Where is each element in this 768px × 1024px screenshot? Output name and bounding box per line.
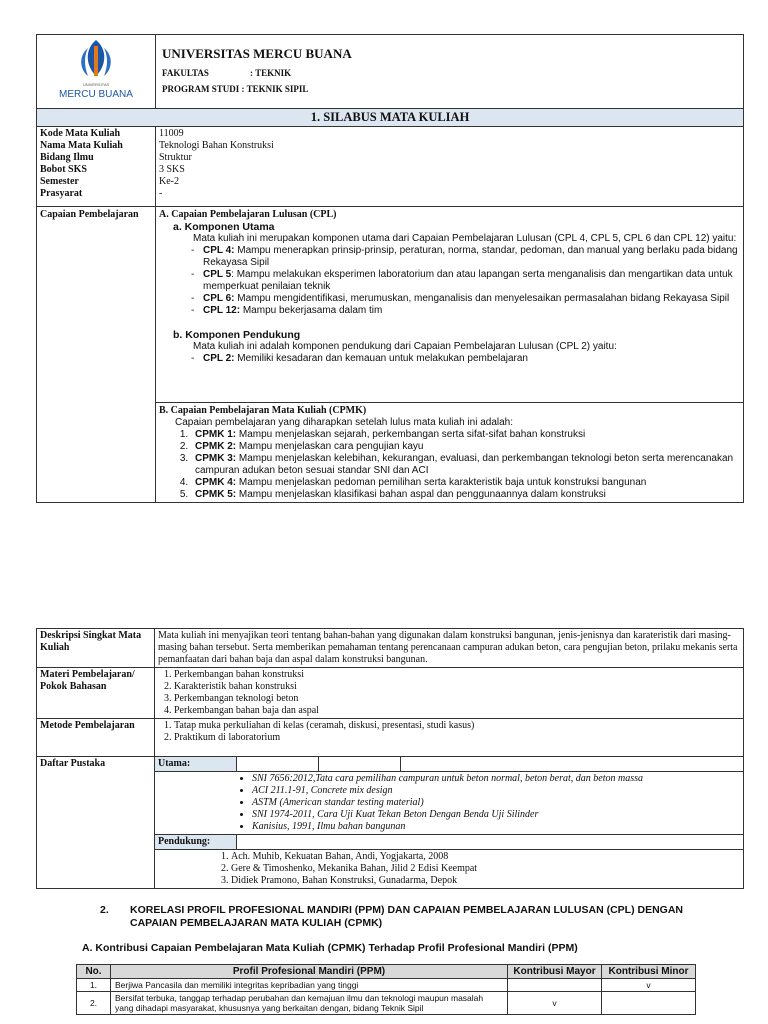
course-value: 11009	[159, 128, 184, 139]
course-value: Ke-2	[159, 176, 179, 187]
cpmk-list	[159, 429, 740, 501]
table-row: 2. Bersifat terbuka, tanggap terhadap perubahan dan kemajuan ilmu dan teknologi maupun masalah yang dihadapi masyarakat, khususnya yang berkaitan dengan, bidang Teknik Sipil v	[77, 992, 696, 1015]
ppm-header-no: No.	[77, 965, 111, 979]
deskripsi-text: Mata kuliah ini menyajikan teori tentang bahan-bahan yang digunakan dalam konstruksi bangunan, jenis-jenisnya dan karateristik dari masing-masing bahan tersebut. Serta memberikan pemahaman tentang perencanaan campuran adukan beton, cara pengujian beton, prilaku mekanis serta pemanfaatan dari bahan baja dan aspal dalam konstruksi bangunan.	[155, 629, 744, 668]
utama-item: - CPL 6: Mampu mengidentifikasi, merumuskan, menganalisis dan menyelesaikan permasalahan bidang Rekayasa Sipil	[191, 293, 740, 305]
pendukung-title: b. Komponen Pendukung	[173, 329, 301, 341]
utama-item: - CPL 4: Mampu menerapkan prinsip-prinsip, peraturan, norma, standar, pedoman, dan manual yang berlaku pada bidang Rekayasa Sipil	[191, 245, 740, 269]
cpmk-item: 5. CPMK 5: Mampu menjelaskan klasifikasi bahan aspal dan penggunaannya dalam konstruksi	[191, 489, 740, 501]
materi-label-cell	[37, 668, 155, 719]
course-label: Prasyarat	[40, 188, 83, 199]
pustaka-table	[155, 757, 743, 888]
cpl-label: Capaian Pembelajaran	[40, 209, 139, 220]
university-logo	[48, 36, 144, 102]
logo-cell	[37, 35, 156, 109]
course-value: 3 SKS	[159, 164, 185, 175]
program-label: PROGRAM STUDI	[162, 84, 240, 94]
syllabus-table	[36, 34, 744, 503]
course-label: Bobot SKS	[40, 164, 87, 175]
university-name: UNIVERSITAS MERCU BUANA	[162, 46, 352, 61]
section2-title	[100, 904, 720, 930]
pendukung-ref: 2. Gere & Timoshenko, Mekanika Bahan, Jilid 2 Edisi Keempat	[231, 863, 743, 875]
pendukung-ref: 1. Ach. Muhib, Kekuatan Bahan, Andi, Yogjakarta, 2008	[231, 851, 743, 863]
logo-text: MERCU BUANA	[59, 89, 133, 100]
pendukung-intro: Mata kuliah ini adalah komponen pendukung dari Capaian Pembelajaran Lulusan (CPL 2) yaitu:	[193, 341, 617, 352]
cpmk-heading: B. Capaian Pembelajaran Mata Kuliah (CPMK)	[159, 405, 367, 416]
metode-cell	[155, 719, 744, 757]
course-labels	[37, 127, 156, 207]
cpmk-item: 2. CPMK 2: Mampu menjelaskan cara pengujian kayu	[191, 441, 740, 453]
metode-item: 1. Tatap muka perkuliahan di kelas (ceramah, diskusi, presentasi, studi kasus)	[174, 720, 740, 732]
cpl-heading: A. Capaian Pembelajaran Lulusan (CPL)	[159, 209, 337, 220]
course-label: Bidang Ilmu	[40, 152, 94, 163]
pustaka-label: Daftar Pustaka	[40, 758, 106, 769]
table-row: 1. Berjiwa Pancasila dan memiliki integritas kepribadian yang tinggi v	[77, 979, 696, 992]
pustaka-label-cell	[37, 757, 155, 889]
section-title: 1. SILABUS MATA KULIAH	[37, 109, 744, 127]
utama-ref: • SNI 1974-2011, Cara Uji Kuat Tekan Beton Dengan Benda Uji Silinder	[252, 809, 743, 821]
program-line	[162, 84, 740, 94]
materi-item: 1. Perkembangan bahan konstruksi	[174, 669, 740, 681]
cpmk-item: 1. CPMK 1: Mampu menjelaskan sejarah, perkembangan serta sifat-sifat bahan konstruksi	[191, 429, 740, 441]
ppm-header-mayor: Kontribusi Mayor	[508, 965, 602, 979]
pendukung-cell	[155, 850, 743, 889]
ppm-header-ppm: Profil Profesional Mandiri (PPM)	[111, 965, 508, 979]
metode-label: Metode Pembelajaran	[40, 720, 135, 731]
utama-ref: • SNI 7656:2012,Tata cara pemilihan campuran untuk beton normal, beton berat, dan beton massa	[252, 773, 743, 785]
course-values	[156, 127, 744, 207]
cpmk-item: 3. CPMK 3: Mampu menjelaskan kelebihan, kekurangan, evaluasi, dan perkembangan teknologi beton serta merencanakan campuran adukan beton sesuai standar SNI dan ACI	[191, 453, 740, 477]
header-info	[156, 35, 744, 109]
metode-item: 2. Praktikum di laboratorium	[174, 732, 740, 744]
faculty-line	[162, 68, 740, 78]
utama-ref-list	[155, 773, 743, 833]
pendukung-label: Pendukung:	[155, 835, 237, 850]
faculty-value: : TEKNIK	[250, 68, 292, 78]
cpl-cell	[156, 207, 744, 403]
materi-item: 2. Karakteristik bahan konstruksi	[174, 681, 740, 693]
course-label: Nama Mata Kuliah	[40, 140, 123, 151]
materi-item: 4. Perkembangan bahan baja dan aspal	[174, 705, 740, 717]
pendukung-ref-list	[155, 851, 743, 887]
faculty-label: FAKULTAS	[162, 68, 209, 78]
materi-cell	[155, 668, 744, 719]
materi-item: 3. Perkembangan teknologi beton	[174, 693, 740, 705]
course-value: Struktur	[159, 152, 192, 163]
course-value: Teknologi Bahan Konstruksi	[159, 140, 274, 151]
materi-label: Materi Pembelajaran/ Pokok Bahasan	[40, 669, 135, 692]
course-value: -	[159, 188, 163, 199]
cpmk-item: 4. CPMK 4: Mampu menjelaskan pedoman pemilihan serta karakteristik baja untuk konstruksi bangunan	[191, 477, 740, 489]
logo-text-top: UNIVERSITAS	[82, 82, 110, 87]
section2-subtitle: A. Kontribusi Capaian Pembelajaran Mata Kuliah (CPMK) Terhadap Profil Profesional Mandiri (PPM)	[82, 942, 578, 954]
materi-list	[158, 669, 740, 717]
cpmk-cell	[156, 403, 744, 503]
utama-ref: • Kanisius, 1991, Ilmu bahan bangunan	[252, 821, 743, 833]
utama-item: - CPL 12: Mampu bekerjasama dalam tim	[191, 305, 740, 317]
utama-item: - CPL 5: Mampu melakukan eksperimen laboratorium dan atau lapangan serta menganalisis dan mengartikan data untuk memperkuat penilaian teknik	[191, 269, 740, 293]
pendukung-item: - CPL 2: Memiliki kesadaran dan kemauan untuk melakukan pembelajaran	[191, 353, 740, 365]
syllabus-table-2	[36, 628, 744, 889]
section2-num: 2.	[100, 904, 109, 916]
course-label: Semester	[40, 176, 79, 187]
section2-title-text: KORELASI PROFIL PROFESIONAL MANDIRI (PPM) DAN CAPAIAN PEMBELAJARAN LULUSAN (CPL) DENGAN CAPAIAN PEMBELAJARAN MATA KULIAH (CPMK)	[130, 904, 684, 929]
cpmk-intro: Capaian pembelajaran yang diharapkan setelah lulus mata kuliah ini adalah:	[175, 417, 514, 428]
utama-list	[159, 245, 740, 317]
utama-title: a. Komponen Utama	[173, 221, 275, 233]
deskripsi-label: Deskripsi Singkat Mata Kuliah	[40, 630, 142, 653]
pendukung-list	[159, 353, 740, 365]
utama-ref: • ACI 211.1-91, Concrete mix design	[252, 785, 743, 797]
utama-ref: • ASTM (American standar testing material)	[252, 797, 743, 809]
metode-label-cell	[37, 719, 155, 757]
pendukung-ref: 3. Didiek Pramono, Bahan Konstruksi, Gunadarma, Depok	[231, 875, 743, 887]
program-value: : TEKNIK SIPIL	[241, 84, 309, 94]
pustaka-cell	[155, 757, 744, 889]
ppm-header-minor: Kontribusi Minor	[602, 965, 696, 979]
ppm-table	[76, 964, 696, 1015]
utama-intro: Mata kuliah ini merupakan komponen utama dari Capaian Pembelajaran Lulusan (CPL 4, CPL 5, CPL 6 dan CPL 12) yaitu:	[193, 233, 737, 244]
deskripsi-label-cell	[37, 629, 155, 668]
utama-label: Utama:	[155, 757, 237, 772]
metode-list	[158, 720, 740, 744]
utama-cell	[155, 772, 743, 835]
cpl-label-cell	[37, 207, 156, 503]
course-label: Kode Mata Kuliah	[40, 128, 121, 139]
